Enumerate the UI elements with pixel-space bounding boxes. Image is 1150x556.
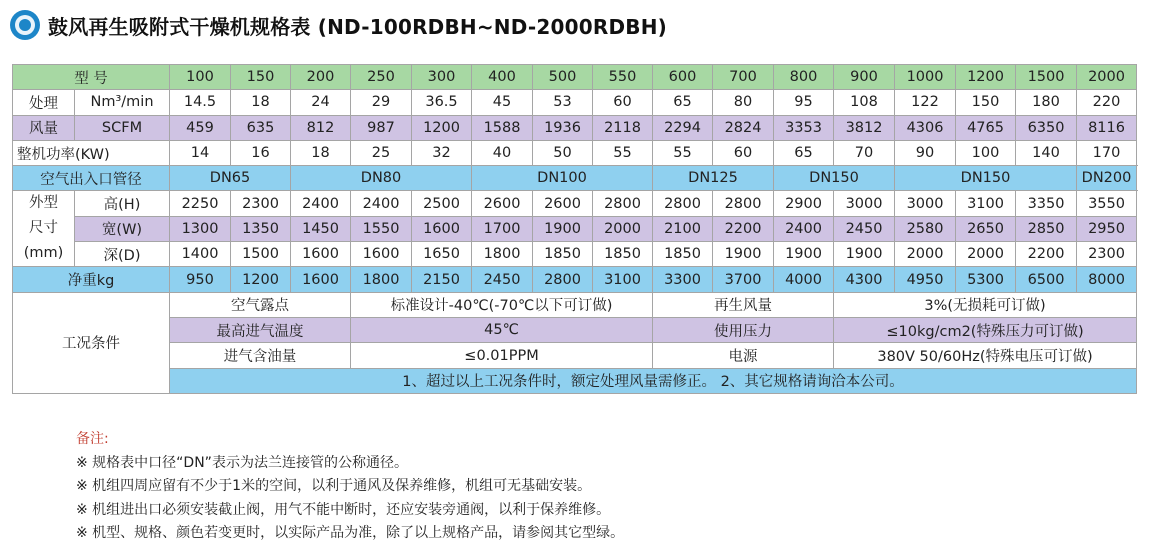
height-cell: 3000 xyxy=(834,191,895,216)
flow-scfm-cell: 635 xyxy=(231,115,291,140)
flow-unit-nm3: Nm³/min xyxy=(75,90,170,115)
flow-nm3-cell: 95 xyxy=(774,90,834,115)
dim-label-2: 尺寸 xyxy=(29,220,58,237)
model-cell: 700 xyxy=(713,65,774,90)
width-cell: 1900 xyxy=(533,216,593,241)
height-cell: 3100 xyxy=(956,191,1016,216)
height-cell: 3550 xyxy=(1077,191,1137,216)
depth-cell: 1900 xyxy=(834,242,895,267)
model-cell: 300 xyxy=(412,65,472,90)
width-row xyxy=(13,216,1137,241)
flow-scfm-cell: 8116 xyxy=(1077,115,1137,140)
power-cell: 25 xyxy=(351,140,412,165)
dim-label-3: (mm) xyxy=(23,245,64,262)
flow-scfm-cell: 3812 xyxy=(834,115,895,140)
weight-cell: 1200 xyxy=(231,267,291,292)
depth-cell: 1850 xyxy=(653,242,713,267)
temp-label: 最高进气温度 xyxy=(170,318,351,343)
title-bar xyxy=(10,8,667,42)
weight-label: 净重kg xyxy=(13,267,170,292)
depth-cell: 1650 xyxy=(412,242,472,267)
model-label: 型 号 xyxy=(13,65,170,90)
weight-cell: 8000 xyxy=(1077,267,1137,292)
flow-nm3-cell: 29 xyxy=(351,90,412,115)
regen-value: 3%(无损耗可订做) xyxy=(834,292,1137,317)
cond-row-3 xyxy=(13,343,1137,368)
flow-label-1: 处理 xyxy=(13,90,75,115)
depth-cell: 2000 xyxy=(956,242,1016,267)
flow-label-2: 风量 xyxy=(13,115,75,140)
flow-nm3-cell: 122 xyxy=(895,90,956,115)
width-cell: 2000 xyxy=(593,216,653,241)
power-cell: 70 xyxy=(834,140,895,165)
width-cell: 2400 xyxy=(774,216,834,241)
pressure-label: 使用压力 xyxy=(653,318,834,343)
model-cell: 500 xyxy=(533,65,593,90)
width-label: 宽(W) xyxy=(75,216,170,241)
cond-row-2 xyxy=(13,318,1137,343)
notes-section xyxy=(76,428,624,546)
weight-cell: 2450 xyxy=(472,267,533,292)
pipe-label: 空气出入口管径 xyxy=(13,166,170,191)
width-cell: 2580 xyxy=(895,216,956,241)
width-cell: 2950 xyxy=(1077,216,1137,241)
flow-nm3-cell: 60 xyxy=(593,90,653,115)
weight-cell: 4950 xyxy=(895,267,956,292)
height-cell: 2900 xyxy=(774,191,834,216)
model-cell: 100 xyxy=(170,65,231,90)
weight-row xyxy=(13,267,1137,292)
power-cell: 32 xyxy=(412,140,472,165)
weight-cell: 3100 xyxy=(593,267,653,292)
temp-value: 45℃ xyxy=(351,318,653,343)
weight-cell: 1800 xyxy=(351,267,412,292)
power-label: 整机功率(KW) xyxy=(13,140,170,165)
model-row xyxy=(13,65,1137,90)
width-cell: 2100 xyxy=(653,216,713,241)
weight-cell: 3700 xyxy=(713,267,774,292)
flow-nm3-cell: 220 xyxy=(1077,90,1137,115)
depth-cell: 1800 xyxy=(472,242,533,267)
flow-nm3-cell: 180 xyxy=(1016,90,1077,115)
weight-cell: 950 xyxy=(170,267,231,292)
width-cell: 1550 xyxy=(351,216,412,241)
model-cell: 900 xyxy=(834,65,895,90)
weight-cell: 4300 xyxy=(834,267,895,292)
pipe-cell: DN200 xyxy=(1077,166,1137,191)
height-label: 高(H) xyxy=(75,191,170,216)
width-cell: 2450 xyxy=(834,216,895,241)
spec-table xyxy=(12,64,1137,394)
cond-note-row xyxy=(13,368,1137,393)
depth-cell: 2300 xyxy=(1077,242,1137,267)
depth-cell: 1600 xyxy=(291,242,351,267)
flow-nm3-cell: 18 xyxy=(231,90,291,115)
model-cell: 1000 xyxy=(895,65,956,90)
note-item: ※ 机组四周应留有不少于1米的空间，以利于通风及保养维修，机组可无基础安装。 xyxy=(76,478,592,494)
pressure-value: ≤10kg/cm2(特殊压力可订做) xyxy=(834,318,1137,343)
power-cell: 50 xyxy=(533,140,593,165)
flow-nm3-cell: 24 xyxy=(291,90,351,115)
weight-cell: 6500 xyxy=(1016,267,1077,292)
flow-nm3-row xyxy=(13,90,1137,115)
pipe-row xyxy=(13,166,1137,191)
width-cell: 2650 xyxy=(956,216,1016,241)
model-cell: 200 xyxy=(291,65,351,90)
depth-cell: 1400 xyxy=(170,242,231,267)
pipe-cell: DN125 xyxy=(653,166,774,191)
height-cell: 2600 xyxy=(472,191,533,216)
cond-row-1 xyxy=(13,292,1137,317)
width-cell: 1350 xyxy=(231,216,291,241)
weight-cell: 5300 xyxy=(956,267,1016,292)
weight-cell: 1600 xyxy=(291,267,351,292)
pipe-cell: DN150 xyxy=(895,166,1077,191)
power-cell: 40 xyxy=(472,140,533,165)
weight-cell: 4000 xyxy=(774,267,834,292)
power-cell: 60 xyxy=(713,140,774,165)
regen-label: 再生风量 xyxy=(653,292,834,317)
oil-value: ≤0.01PPM xyxy=(351,343,653,368)
model-cell: 800 xyxy=(774,65,834,90)
depth-cell: 2200 xyxy=(1016,242,1077,267)
height-cell: 2500 xyxy=(412,191,472,216)
width-cell: 1600 xyxy=(412,216,472,241)
depth-cell: 1900 xyxy=(774,242,834,267)
power-cell: 90 xyxy=(895,140,956,165)
power-cell: 100 xyxy=(956,140,1016,165)
flow-scfm-cell: 2294 xyxy=(653,115,713,140)
power-supply-value: 380V 50/60Hz(特殊电压可订做) xyxy=(834,343,1137,368)
depth-row xyxy=(13,242,1137,267)
power-cell: 65 xyxy=(774,140,834,165)
note-item: ※ 机型、规格、颜色若变更时，以实际产品为准，除了以上规格产品，请参阅其它型绿。 xyxy=(76,525,625,541)
pipe-cell: DN80 xyxy=(291,166,472,191)
flow-nm3-cell: 80 xyxy=(713,90,774,115)
depth-label: 深(D) xyxy=(75,242,170,267)
height-cell: 2800 xyxy=(713,191,774,216)
power-supply-label: 电源 xyxy=(653,343,834,368)
flow-nm3-cell: 65 xyxy=(653,90,713,115)
pipe-cell: DN150 xyxy=(774,166,895,191)
power-cell: 18 xyxy=(291,140,351,165)
pipe-cell: DN100 xyxy=(472,166,653,191)
flow-scfm-cell: 1936 xyxy=(533,115,593,140)
model-cell: 150 xyxy=(231,65,291,90)
dim-label xyxy=(13,191,75,267)
depth-cell: 1600 xyxy=(351,242,412,267)
flow-nm3-cell: 53 xyxy=(533,90,593,115)
flow-scfm-cell: 6350 xyxy=(1016,115,1077,140)
depth-cell: 1850 xyxy=(533,242,593,267)
width-cell: 2200 xyxy=(713,216,774,241)
flow-scfm-cell: 1200 xyxy=(412,115,472,140)
flow-nm3-cell: 108 xyxy=(834,90,895,115)
power-cell: 55 xyxy=(653,140,713,165)
flow-unit-scfm: SCFM xyxy=(75,115,170,140)
depth-cell: 1500 xyxy=(231,242,291,267)
dew-value: 标准设计-40℃(-70℃以下可订做) xyxy=(351,292,653,317)
flow-scfm-cell: 459 xyxy=(170,115,231,140)
height-cell: 2800 xyxy=(653,191,713,216)
power-cell: 140 xyxy=(1016,140,1077,165)
depth-cell: 1900 xyxy=(713,242,774,267)
note-item: ※ 机组进出口必须安装截止阀，用气不能中断时，还应安装旁通阀，以利于保养维修。 xyxy=(76,501,611,518)
power-row xyxy=(13,140,1137,165)
pipe-cell: DN65 xyxy=(170,166,291,191)
note-item: ※ 规格表中口径“DN”表示为法兰连接管的公称通径。 xyxy=(76,454,408,471)
height-row xyxy=(13,191,1137,216)
flow-nm3-cell: 150 xyxy=(956,90,1016,115)
height-cell: 2400 xyxy=(351,191,412,216)
model-cell: 1200 xyxy=(956,65,1016,90)
flow-nm3-cell: 14.5 xyxy=(170,90,231,115)
flow-scfm-cell: 4306 xyxy=(895,115,956,140)
width-cell: 1300 xyxy=(170,216,231,241)
flow-scfm-cell: 1588 xyxy=(472,115,533,140)
height-cell: 2300 xyxy=(231,191,291,216)
power-cell: 170 xyxy=(1077,140,1137,165)
height-cell: 3000 xyxy=(895,191,956,216)
power-cell: 55 xyxy=(593,140,653,165)
flow-scfm-cell: 2824 xyxy=(713,115,774,140)
width-cell: 1700 xyxy=(472,216,533,241)
flow-scfm-cell: 812 xyxy=(291,115,351,140)
width-cell: 1450 xyxy=(291,216,351,241)
flow-scfm-cell: 2118 xyxy=(593,115,653,140)
depth-cell: 1850 xyxy=(593,242,653,267)
weight-cell: 3300 xyxy=(653,267,713,292)
width-cell: 2850 xyxy=(1016,216,1077,241)
flow-scfm-row xyxy=(13,115,1137,140)
model-cell: 400 xyxy=(472,65,533,90)
height-cell: 3350 xyxy=(1016,191,1077,216)
depth-cell: 2000 xyxy=(895,242,956,267)
flow-scfm-cell: 3353 xyxy=(774,115,834,140)
circle-bullet-icon xyxy=(10,10,40,40)
flow-scfm-cell: 4765 xyxy=(956,115,1016,140)
model-cell: 1500 xyxy=(1016,65,1077,90)
page-title: 鼓风再生吸附式干燥机规格表 (ND-100RDBH~ND-2000RDBH) xyxy=(48,14,668,39)
height-cell: 2800 xyxy=(593,191,653,216)
weight-cell: 2150 xyxy=(412,267,472,292)
oil-label: 进气含油量 xyxy=(170,343,351,368)
cond-note: 1、超过以上工况条件时，额定处理风量需修正。 2、其它规格请询洽本公司。 xyxy=(170,368,1137,393)
dew-label: 空气露点 xyxy=(170,292,351,317)
notes-head: 备注: xyxy=(76,431,109,447)
weight-cell: 2800 xyxy=(533,267,593,292)
height-cell: 2250 xyxy=(170,191,231,216)
model-cell: 250 xyxy=(351,65,412,90)
power-cell: 14 xyxy=(170,140,231,165)
conditions-label: 工况条件 xyxy=(13,292,170,393)
flow-scfm-cell: 987 xyxy=(351,115,412,140)
height-cell: 2400 xyxy=(291,191,351,216)
flow-nm3-cell: 45 xyxy=(472,90,533,115)
model-cell: 2000 xyxy=(1077,65,1137,90)
model-cell: 550 xyxy=(593,65,653,90)
dim-label-1: 外型 xyxy=(29,195,58,212)
power-cell: 16 xyxy=(231,140,291,165)
model-cell: 600 xyxy=(653,65,713,90)
height-cell: 2600 xyxy=(533,191,593,216)
flow-nm3-cell: 36.5 xyxy=(412,90,472,115)
